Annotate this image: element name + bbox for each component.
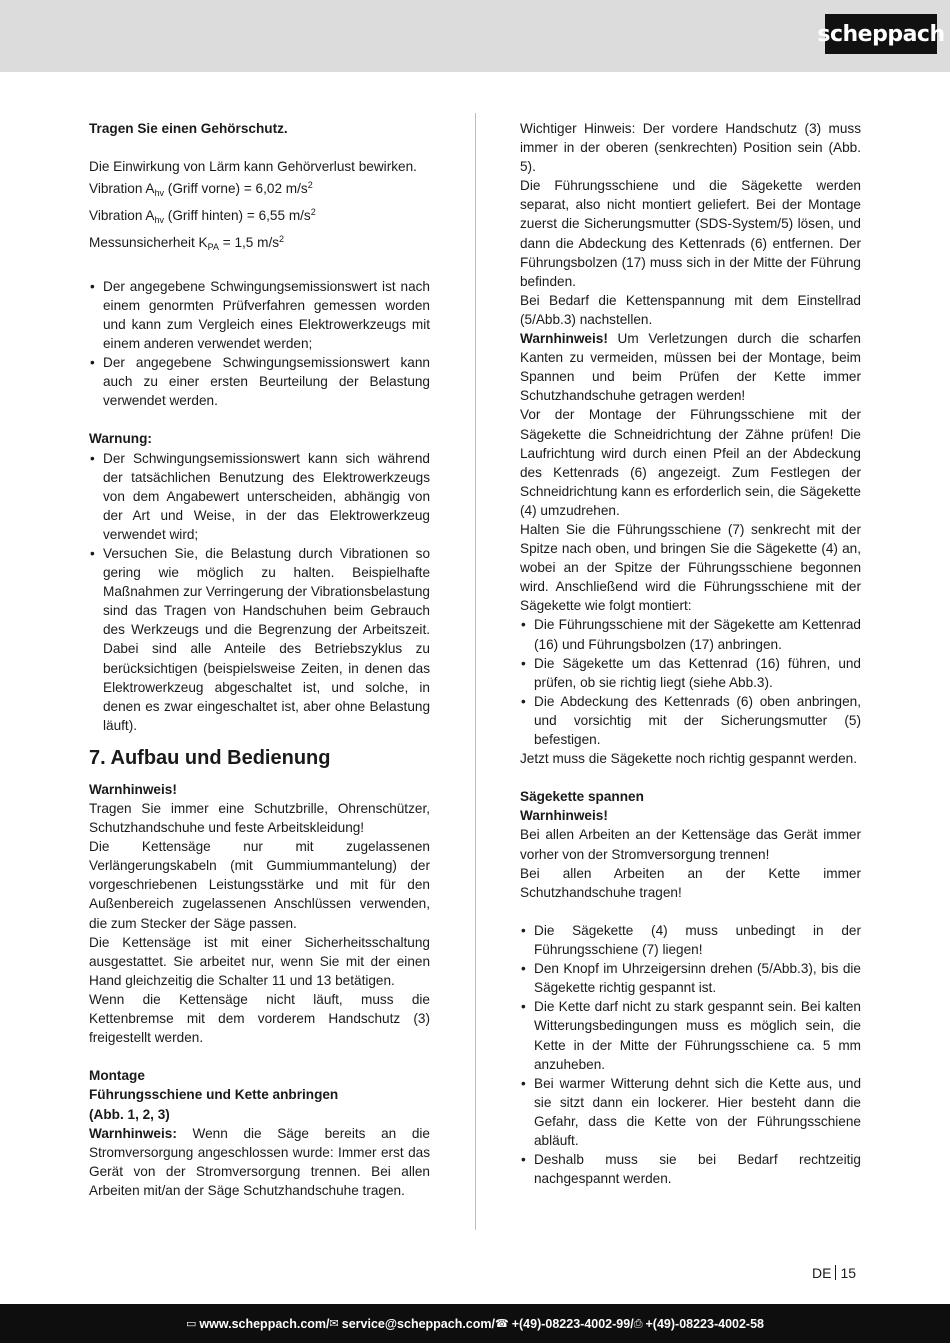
- montage-subheading: Führungsschiene und Kette anbringen: [89, 1087, 339, 1103]
- footer-email[interactable]: service@scheppach.com: [341, 1316, 492, 1331]
- warning-heading: Warnung:: [89, 431, 152, 447]
- body-paragraph: Bei allen Arbeiten an der Kettensäge das Gerät immer vorher von der Stromversorgung trennen!: [520, 827, 861, 862]
- scheppach-logo: [817, 14, 945, 54]
- list-item: • Die Abdeckung des Kettenrads (6) oben anbringen, und vorsichtig mit der Sicherungsmutter (5) befestigen.: [520, 692, 861, 749]
- body-paragraph: Vor der Montage der Führungsschiene mit der Sägekette die Schneidrichtung der Zähne prüfen! Die Laufrichtung wird durch einen Pfeil an der Abdeckung des Kettenrads (6) angezeigt. Zum Festlegen der Schneidrichtung kann es erforderlich sein, die Sägekette (4) umzudrehen.: [520, 407, 861, 518]
- warning-list: [89, 449, 430, 735]
- footer-fax: +(49)-08223-4002-58: [645, 1316, 764, 1331]
- body-paragraph: Bei Bedarf die Kettenspannung mit dem Einstellrad (5/Abb.3) nachstellen.: [520, 292, 861, 327]
- body-paragraph: Wichtiger Hinweis: Der vordere Handschutz (3) muss immer in der oberen (senkrechten) Position sein (Abb. 5).: [520, 121, 861, 175]
- page-number: [812, 1265, 856, 1281]
- page-language: DE: [812, 1265, 832, 1281]
- vibration-rear: Vibration $A_{hv}$ (Griff hinten) = 6,55 $m/s^2$: [89, 207, 316, 226]
- logo-text: scheppach: [817, 21, 945, 47]
- measurement-uncertainty: Messunsicherheit $K_{PA} = 1,5$ $m/s^2$: [89, 234, 285, 253]
- list-item: • Die Kette darf nicht zu stark gespannt sein. Bei kalten Witterungsbedingungen muss es möglich sein, die Kette in der Mitte der Führungsschiene ca. 5 mm anzuheben.: [520, 997, 861, 1073]
- mounting-steps-list: [520, 615, 861, 749]
- warn-paragraph: Die Kettensäge nur mit zugelassenen Verlängerungskabeln (mit Gummiummantelung) der vorgeschriebenen Leistungsstärke und mit für den Außenbereich zugelassenen Anschlüssen verwenden, die zum Stecker der Säge passen.: [89, 839, 430, 931]
- vibration-info-list: [89, 277, 430, 411]
- list-item: • Der Schwingungsemissionswert kann sich während der tatsächlichen Benutzung des Elektrowerkzeugs von dem Angabewert unterscheiden, abhängig von der Art und Weise, in der das Elektrowerkzeug verwendet wird;: [89, 449, 430, 544]
- body-paragraph: Halten Sie die Führungsschiene (7) senkrecht mit der Spitze nach oben, und bringen Sie die Sägekette (4) an, wobei an der Spitze der Führungsschiene begonnen wird. Anschließend wird die Führungsschiene mit der Sägekette wie folgt montiert:: [520, 521, 861, 614]
- footer-bar: ▭ www.scheppach.com / ✉ service@scheppach.com / ☎ +(49)-08223-4002-99 / ⎙ +(49)-08223-4002-58: [0, 1304, 950, 1343]
- montage-figure-ref: (Abb. 1, 2, 3): [89, 1106, 170, 1122]
- warnhinweis-heading: Warnhinweis!: [89, 781, 177, 797]
- vibration-front: Vibration $A_{hv}$ (Griff vorne) = 6,02 $m/s^2$: [89, 180, 313, 199]
- footer-phone: +(49)-08223-4002-99: [511, 1316, 631, 1331]
- montage-heading: Montage: [89, 1068, 145, 1084]
- footer-website[interactable]: www.scheppach.com: [199, 1316, 327, 1331]
- column-divider: [475, 113, 476, 1230]
- body-paragraph: Jetzt muss die Sägekette noch richtig gespannt werden.: [520, 751, 858, 767]
- warn-paragraph: Die Kettensäge ist mit einer Sicherheitsschaltung ausgestattet. Sie arbeitet nur, wenn Sie mit der einen Hand gleichzeitig die Schalter 11 und 13 betätigen.: [89, 934, 430, 988]
- computer-icon: ▭: [185, 1317, 197, 1330]
- noise-text: Die Einwirkung von Lärm kann Gehörverlust bewirken.: [89, 159, 417, 175]
- warn-paragraph: Tragen Sie immer eine Schutzbrille, Ohrenschützer, Schutzhandschuhe und feste Arbeitskleidung!: [89, 801, 430, 836]
- warn-paragraph: Wenn die Kettensäge nicht läuft, muss die Kettenbremse mit dem vorderem Handschutz (3) freigestellt werden.: [89, 991, 430, 1046]
- left-column: [89, 119, 430, 1200]
- chain-tension-list: [520, 921, 861, 1188]
- page-number-value: 15: [840, 1265, 857, 1281]
- list-item: • Die Sägekette (4) muss unbedingt in der Führungsschiene (7) liegen!: [520, 921, 861, 959]
- chain-tension-heading: Sägekette spannen: [520, 789, 644, 805]
- body-paragraph: Die Führungsschiene und die Sägekette werden separat, also nicht montiert geliefert. Bei der Montage zuerst die Sicherungsmutter (SDS-System/5) lösen, und dann die Abdeckung des Kettenrads (6) entfernen. Der Führungsbolzen (17) muss sich in der Mitte der Führung befinden.: [520, 178, 861, 289]
- fax-icon: ⎙: [633, 1316, 643, 1330]
- phone-icon: ☎: [495, 1317, 509, 1330]
- list-item: • Bei warmer Witterung dehnt sich die Kette aus, und sie sitzt dann ein lockerer. Hier besteht dann die Gefahr, dass die Kette von der Führungsschiene abläuft.: [520, 1074, 861, 1150]
- body-paragraph: Bei allen Arbeiten an der Kette immer Schutzhandschuhe tragen!: [520, 865, 861, 900]
- list-item: • Versuchen Sie, die Belastung durch Vibrationen so gering wie möglich zu halten. Beispielhafte Maßnahmen zur Verringerung der Vibrationsbelastung sind das Tragen von Handschuhen beim Gebrauch des Werkzeugs und die Begrenzung der Arbeitszeit. Dabei sind alle Anteile des Betriebszyklus zu berücksichtigen (beispielsweise Zeiten, in denen das Elektrowerkzeug abgeschaltet ist, und solche, in denen es zwar eingeschaltet ist, aber ohne Belastung läuft).: [89, 544, 430, 735]
- section-title: 7. Aufbau und Bedienung: [89, 746, 331, 769]
- right-column: [520, 119, 861, 1188]
- chain-tension-warning-heading: Warnhinweis!: [520, 808, 608, 824]
- header-bar: [0, 0, 950, 72]
- list-item: • Den Knopf im Uhrzeigersinn drehen (5/Abb.3), bis die Sägekette richtig gespannt ist.: [520, 959, 861, 997]
- list-item: • Der angegebene Schwingungsemissionswert kann auch zu einer ersten Beurteilung der Belastung verwendet werden.: [89, 353, 430, 410]
- list-item: • Die Sägekette um das Kettenrad (16) führen, und prüfen, ob sie richtig liegt (siehe Abb.3).: [520, 654, 861, 692]
- email-icon: ✉: [329, 1317, 339, 1330]
- heading-hearing-protection: Tragen Sie einen Gehörschutz.: [89, 121, 288, 136]
- list-item: • Die Führungsschiene mit der Sägekette am Kettenrad (16) und Führungsbolzen (17) anbringen.: [520, 615, 861, 653]
- list-item: • Der angegebene Schwingungsemissionswert ist nach einem genormten Prüfverfahren gemessen worden und kann zum Vergleich eines Elektrowerkzeugs mit einem anderen verwendet werden;: [89, 277, 430, 353]
- glove-warning: Warnhinweis! Um Verletzungen durch die scharfen Kanten zu vermeiden, müssen bei der Montage, beim Spannen und beim Prüfen der Kette immer Schutzhandschuhe getragen werden!: [520, 331, 861, 404]
- montage-warning: Warnhinweis: Wenn die Säge bereits an die Stromversorgung angeschlossen wurde: Immer erst das Gerät von der Stromversorgung trennen. Bei allen Arbeiten mit/an der Säge Schutzhandschuhe tragen.: [89, 1125, 430, 1198]
- list-item: • Deshalb muss sie bei Bedarf rechtzeitig nachgespannt werden.: [520, 1150, 861, 1188]
